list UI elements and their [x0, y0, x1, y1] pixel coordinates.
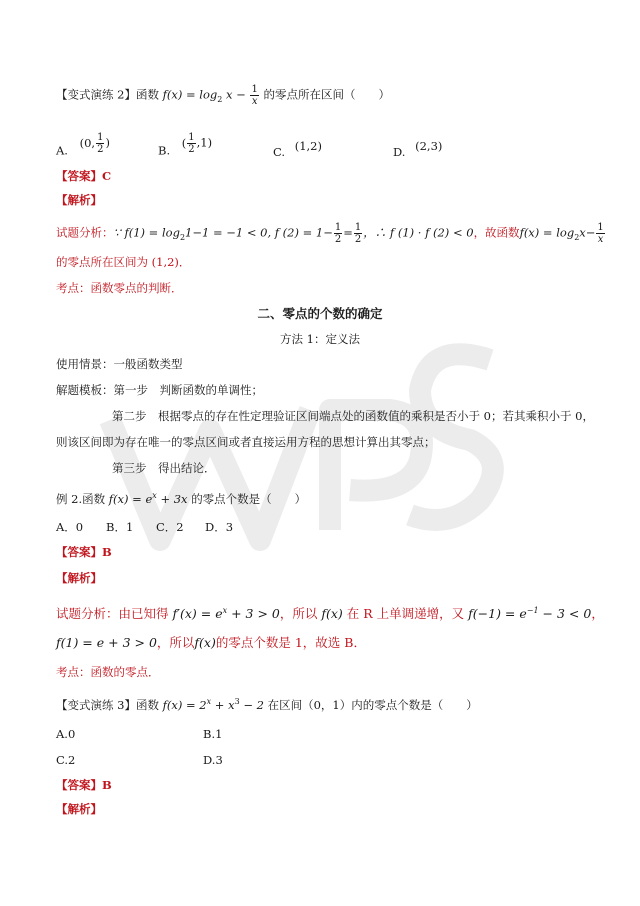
option-paren: )	[105, 135, 110, 150]
option-letter: D.	[393, 145, 406, 159]
exercise3-option-b: B.1	[203, 727, 223, 741]
fraction	[250, 84, 258, 107]
analysis-prefix: 试题分析：	[56, 225, 114, 240]
exercise-label: 【变式演练 3】	[56, 697, 136, 712]
exponent: 3	[234, 697, 240, 706]
math-expr: + 3 > 0	[231, 606, 280, 622]
exercise2-stem	[56, 84, 390, 108]
fraction-denominator: 2	[334, 234, 342, 245]
option-paren: (	[181, 135, 187, 150]
option-b	[158, 132, 212, 159]
log-base: 2	[179, 232, 186, 242]
math-expr: f′(x) = e	[172, 606, 223, 622]
analysis-text: 试题分析：由已知得	[56, 606, 169, 622]
analysis-text: ，所以	[279, 606, 318, 622]
minus-sign: −	[585, 225, 596, 240]
stem-text: 例 2.函数	[56, 491, 106, 506]
example2-analysis-line1	[56, 601, 604, 624]
math-expr: ∵ f(1) = log	[113, 225, 180, 240]
example2-option-d: D．3	[205, 520, 234, 534]
function-expr: f(x) = log	[162, 87, 218, 102]
option-value: (1,2)	[294, 139, 322, 153]
fraction-denominator: 2	[188, 144, 195, 155]
variable: x	[579, 225, 586, 240]
exercise3-stem	[56, 694, 478, 713]
example2-option-b: B．1	[106, 520, 134, 534]
fraction-numerator: 1	[251, 84, 258, 95]
log-base: 2	[217, 94, 223, 104]
example2-option-a: A．0	[56, 520, 84, 534]
option-paren: (0,	[79, 135, 96, 150]
example2-analysis-label: 【解析】	[56, 571, 102, 585]
template-step2-line1: 第二步 根据零点的存在性定理验证区间端点处的函数值的乘积是否小于 0；若其乘积小于 0，	[112, 409, 594, 423]
equals: =	[343, 225, 353, 240]
fraction	[354, 222, 362, 245]
exercise2-analysis-line2: 的零点所在区间为 (1,2)．	[56, 255, 191, 269]
exercise2-analysis-line1	[56, 222, 606, 246]
log-base: 2	[574, 232, 580, 242]
analysis-text: 的零点个数是 1，故选 B．	[215, 635, 366, 650]
fraction-numerator: 1	[597, 222, 604, 233]
exercise2-point: 考点：函数零点的判断．	[56, 281, 183, 295]
exponent: x	[152, 491, 157, 500]
stem-suffix: 在区间（0，1）内的零点个数是（ ）	[267, 697, 478, 712]
fraction-denominator: x	[251, 96, 258, 107]
stem-suffix: 的零点所在区间（ ）	[263, 87, 390, 102]
math-expr: ，∴ f (1) · f (2) < 0	[363, 225, 474, 240]
exercise3-analysis-label: 【解析】	[56, 802, 102, 816]
option-letter: B.	[158, 143, 171, 158]
example2-analysis-line2	[56, 633, 366, 653]
function-expr: − 2	[243, 697, 264, 712]
template-step1: 解题模板：第一步 判断函数的单调性；	[56, 383, 263, 397]
math-expr: f(−1) = e	[468, 606, 527, 622]
fraction-numerator: 1	[188, 132, 195, 143]
example2-stem	[56, 488, 306, 507]
option-a	[56, 132, 110, 159]
stem-text: 函数	[135, 87, 159, 102]
example2-answer: 【答案】B	[56, 545, 112, 559]
analysis-text: ，故函数	[473, 225, 520, 240]
exercise2-answer: 【答案】C	[56, 169, 112, 183]
exercise3-option-a: A.0	[56, 727, 76, 741]
function-expr: f(x) = 2	[162, 697, 207, 712]
template-step3: 第三步 得出结论．	[112, 461, 216, 475]
exercise3-option-c: C.2	[56, 753, 76, 767]
template-step2-line2: 则该区间即为存在唯一的零点区间或者直接运用方程的思想计算出其零点；	[56, 435, 436, 449]
math-expr: f(x)	[321, 606, 343, 622]
fraction-denominator: 2	[354, 234, 362, 245]
example2-option-c: C．2	[156, 520, 184, 534]
exercise-label: 【变式演练 2】	[56, 87, 136, 102]
variable: x	[226, 87, 233, 102]
fraction	[334, 222, 342, 245]
math-expr: f(x) = log	[519, 225, 575, 240]
fraction-numerator: 1	[334, 222, 342, 233]
exponent: x	[206, 697, 212, 706]
option-value: (2,3)	[415, 139, 443, 153]
option-c	[273, 138, 322, 160]
fraction-denominator: x	[597, 234, 604, 245]
function-expr: f(x) = e	[108, 491, 153, 506]
function-expr: + 3x	[160, 491, 188, 506]
exercise3-option-d: D.3	[203, 753, 223, 767]
fraction-denominator: 2	[97, 144, 104, 155]
option-fraction	[96, 132, 104, 155]
exponent: x	[222, 606, 228, 615]
function-expr: + x	[214, 697, 235, 712]
math-expr: f(1) = e + 3 > 0	[56, 635, 157, 650]
math-expr: 1−1 = −1 < 0, f (2) = 1−	[185, 225, 333, 240]
stem-suffix: 的零点个数是（ ）	[191, 491, 307, 506]
fraction	[596, 222, 604, 245]
option-paren: ,1)	[196, 135, 213, 150]
fraction-numerator: 1	[354, 222, 362, 233]
exercise2-analysis-label: 【解析】	[56, 193, 102, 207]
analysis-text: ，所以	[156, 635, 195, 650]
math-expr: − 3 < 0	[542, 606, 592, 622]
option-fraction	[187, 132, 195, 155]
option-letter: C.	[273, 145, 286, 159]
fraction-numerator: 1	[97, 132, 104, 143]
analysis-text: 在 R 上单调递增，又	[346, 606, 465, 622]
math-expr: f(x)	[194, 635, 216, 650]
option-d	[393, 138, 442, 160]
analysis-text: ，	[591, 606, 604, 622]
example2-point: 考点：函数的零点．	[56, 665, 160, 679]
minus-sign: −	[236, 87, 246, 102]
scenario-text: 使用情景：一般函数类型	[56, 357, 183, 371]
exponent: −1	[526, 606, 539, 615]
stem-text: 函数	[135, 697, 159, 712]
exercise3-answer: 【答案】B	[56, 778, 112, 792]
section-title: 二、零点的个数的确定	[257, 306, 383, 321]
method-title: 方法 1：定义法	[280, 332, 360, 346]
option-letter: A.	[56, 143, 68, 158]
